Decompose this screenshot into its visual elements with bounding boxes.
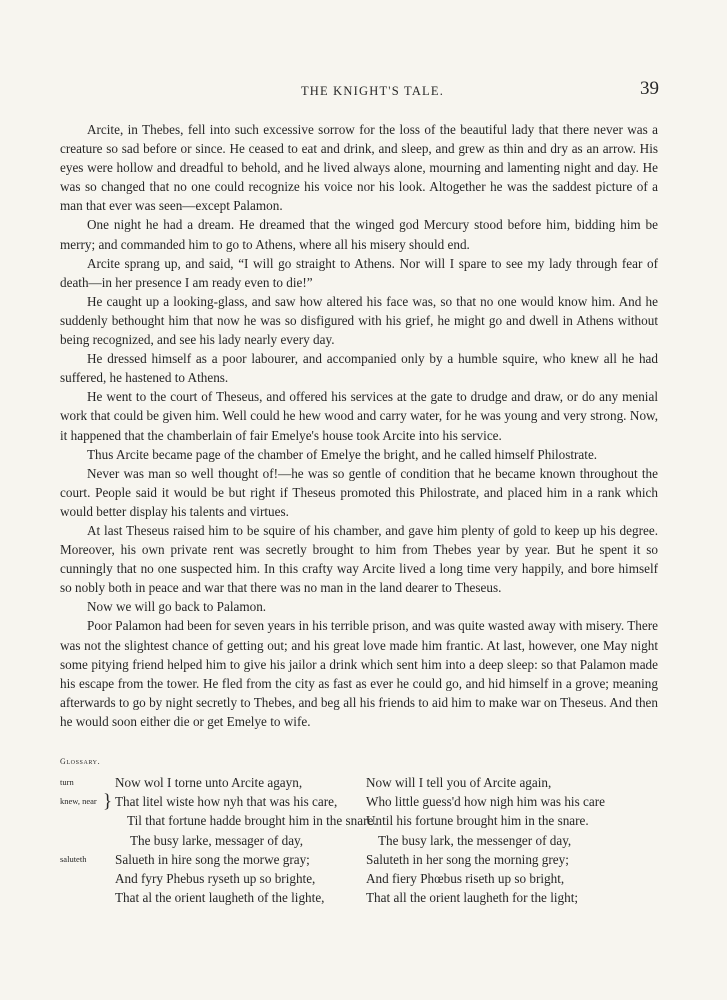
- page-header: [86, 78, 659, 106]
- verse-block: [60, 775, 660, 909]
- glossary-label: Glossary.: [60, 757, 101, 766]
- paragraph: At last Theseus raised him to be squire of his chamber, and gave him plenty of gold to keep up his degree. Moreover, his own private rent was secretly brought to him from Thebes year by year. But he spent it so cunningly that no one suspected him. In this crafty way Arcite lived a long time very happily, and bore himself so nobly both in peace and war that there was no man in the land dearer to Theseus.: [60, 522, 658, 596]
- middle-english-line: Now wol I torne unto Arcite agayn,: [115, 775, 303, 790]
- paragraph: He caught up a looking-glass, and saw how altered his face was, so that no one would know him. And he suddenly bethought him that now he was so disfigured with his grief, he might go and dwell in Athens without being recognized, and see his lady nearly every day.: [60, 293, 658, 348]
- verse-line: [60, 833, 660, 852]
- middle-english-line: The busy larke, messager of day,: [130, 832, 304, 848]
- middle-english-line: That al the orient laugheth of the lighte,: [115, 890, 325, 906]
- brace-mark: }: [103, 791, 113, 813]
- paragraph: One night he had a dream. He dreamed that the winged god Mercury stood before him, bidding him be merry; and commanded him to go to Athens, where all his misery should end.: [60, 217, 658, 252]
- paragraph: He dressed himself as a poor labourer, and accompanied only by a humble squire, who knew all he had suffered, he hastened to Athens.: [60, 351, 658, 386]
- verse-line: [60, 791, 660, 813]
- verse-line: [60, 890, 660, 909]
- paragraph: Arcite, in Thebes, fell into such excessive sorrow for the loss of the beautiful lady that there never was a creature so sad before or since. He ceased to eat and drink, and sleep, and grew as thin and dry as an arrow. His eyes were hollow and dreadful to behold, and he lived always alone, mourning and lamenting night and day. He was so changed that no one could recognize his voice nor his look. Altogether he was the saddest picture of a man that ever was seen—except Palamon.: [60, 122, 658, 214]
- body-text: [60, 120, 658, 731]
- verse-line: [60, 852, 660, 871]
- middle-english-line: And fyry Phebus ryseth up so brighte,: [115, 870, 316, 886]
- page-number: 39: [640, 78, 659, 99]
- paragraph: He went to the court of Theseus, and offered his services at the gate to drudge and draw, or do any menial work that could be given him. Well could he hew wood and carry water, for he was young and very strong. Now, it happened that the chamberlain of fair Emelye's house took Arcite into his service.: [60, 389, 658, 443]
- running-title: THE KNIGHT'S TALE.: [300, 84, 445, 98]
- paragraph: Thus Arcite became page of the chamber of Emelye the bright, and he called himself Philostrate.: [87, 446, 598, 462]
- verse-line: [60, 871, 660, 890]
- gloss-note: knew, near: [60, 796, 97, 807]
- middle-english-line: That litel wiste how nyh that was his care,: [115, 794, 338, 810]
- gloss-note: saluteth: [60, 853, 87, 864]
- modern-english-line: That all the orient laugheth for the light;: [366, 890, 579, 906]
- modern-english-line: Who little guess'd how nigh him was his care: [366, 794, 605, 810]
- middle-english-line: Salueth in hire song the morwe gray;: [115, 851, 310, 867]
- verse-line: [60, 775, 660, 794]
- paragraph: Poor Palamon had been for seven years in his terrible prison, and was quite wasted away with misery. There was not the slightest chance of getting out; and his great love made him frantic. At last, however, one May night some pitying friend helped him to give his jailor a drink which sent him into a deep sleep: so that Palamon made his escape from the tower. He fled from the city as fast as ever he could go, and hid himself in a grove; meaning afterwards to go by night secretly to Thebes, and beg all his friends to aid him to make war on Theseus. And then he would soon either die or get Emelye to wife.: [60, 618, 658, 729]
- modern-english-line: And fiery Phœbus riseth up so bright,: [366, 870, 565, 886]
- middle-english-line: Til that fortune hadde brought him in the snare.: [127, 813, 377, 829]
- paragraph: Now we will go back to Palamon.: [87, 599, 267, 615]
- verse-line: [60, 813, 660, 832]
- paragraph: Arcite sprang up, and said, “I will go straight to Athens. Nor will I spare to see my lady through fear of death—in her presence I am ready even to die!”: [60, 255, 658, 290]
- modern-english-line: The busy lark, the messenger of day,: [378, 832, 572, 848]
- modern-english-line: Saluteth in her song the morning grey;: [366, 851, 569, 867]
- gloss-note: turn: [60, 777, 74, 787]
- modern-english-line: Until his fortune brought him in the snare.: [366, 813, 589, 829]
- paragraph: Never was man so well thought of!—he was so gentle of condition that he became known throughout the court. People said it would be but right if Theseus promoted this Philostrate, and placed him in a rank which would better display his talents and virtues.: [60, 465, 658, 519]
- modern-english-line: Now will I tell you of Arcite again,: [366, 775, 552, 790]
